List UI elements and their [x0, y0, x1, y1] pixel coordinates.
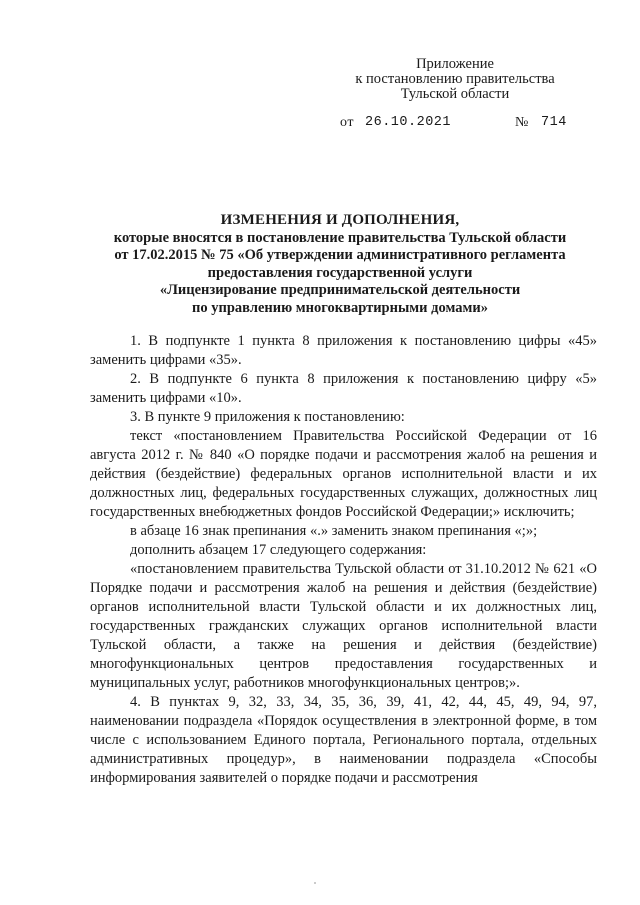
paragraph-8: 4. В пунктах 9, 32, 33, 34, 35, 36, 39, 41, 42, 44, 45, 49, 94, 97, наименовании подраздела «Порядок осуществления в электронной форме, в том числе с использованием Единого портала, Регионального портала, отдельных административных процедур», в наименовании подраздела «Способы информирования заявителей о порядке подачи и рассмотрения	[90, 694, 597, 786]
appendix-line-1: Приложение	[416, 56, 494, 72]
paragraph-2: 2. В подпункте 6 пункта 8 приложения к постановлению цифру «5» заменить цифрами «10».	[90, 371, 597, 406]
paragraph-4: текст «постановлением Правительства Российской Федерации от 16 августа 2012 г. № 840 «О порядке подачи и рассмотрения жалоб на решения и действия (бездействие) федеральных органов исполнительной власти и их должностных лиц, федеральных государственных служащих, должностных лиц государственных внебюджетных фондов Российской Федерации;» исключить;	[90, 428, 597, 520]
paragraph-6: дополнить абзацем 17 следующего содержания:	[130, 542, 427, 558]
heading-line: от 17.02.2015 № 75 «Об утверждении административного регламента	[114, 247, 566, 264]
number-sign: №	[515, 115, 529, 130]
document-number: 714	[541, 115, 567, 130]
document-body	[90, 332, 597, 788]
date-prefix: от	[340, 115, 354, 130]
appendix-line-3: Тульской области	[400, 86, 510, 102]
paragraph-3: 3. В пункте 9 приложения к постановлению:	[130, 409, 405, 425]
scan-speck	[314, 882, 316, 884]
heading-line: «Лицензирование предпринимательской деятельности	[159, 282, 521, 299]
appendix-block	[345, 57, 565, 102]
heading-line: предоставления государственной услуги	[207, 264, 473, 281]
heading-line: по управлению многоквартирными домами»	[192, 299, 488, 316]
heading-title: ИЗМЕНЕНИЯ И ДОПОЛНЕНИЯ,	[220, 212, 460, 228]
paragraph-1: 1. В подпункте 1 пункта 8 приложения к постановлению цифры «45» заменить цифрами «35».	[90, 333, 597, 368]
appendix-line-2: к постановлению правительства	[355, 71, 555, 87]
document-date: 26.10.2021	[365, 115, 452, 130]
heading-line: которые вносятся в постановление правительства Тульской области	[113, 229, 567, 246]
paragraph-7: «постановлением правительства Тульской области от 31.10.2012 № 621 «О Порядке подачи и рассмотрения жалоб на решения и действия (бездействие) органов исполнительной власти Тульской области и их должностных лиц, государственных гражданских служащих органов исполнительной власти Тульской области, а также на решения и действия (бездействие) многофункциональных центров предоставления государственных и муниципальных услуг, работников многофункциональных центров;».	[90, 561, 597, 691]
document-heading	[92, 212, 588, 318]
paragraph-5: в абзаце 16 знак препинания «.» заменить знаком препинания «;»;	[130, 523, 538, 539]
